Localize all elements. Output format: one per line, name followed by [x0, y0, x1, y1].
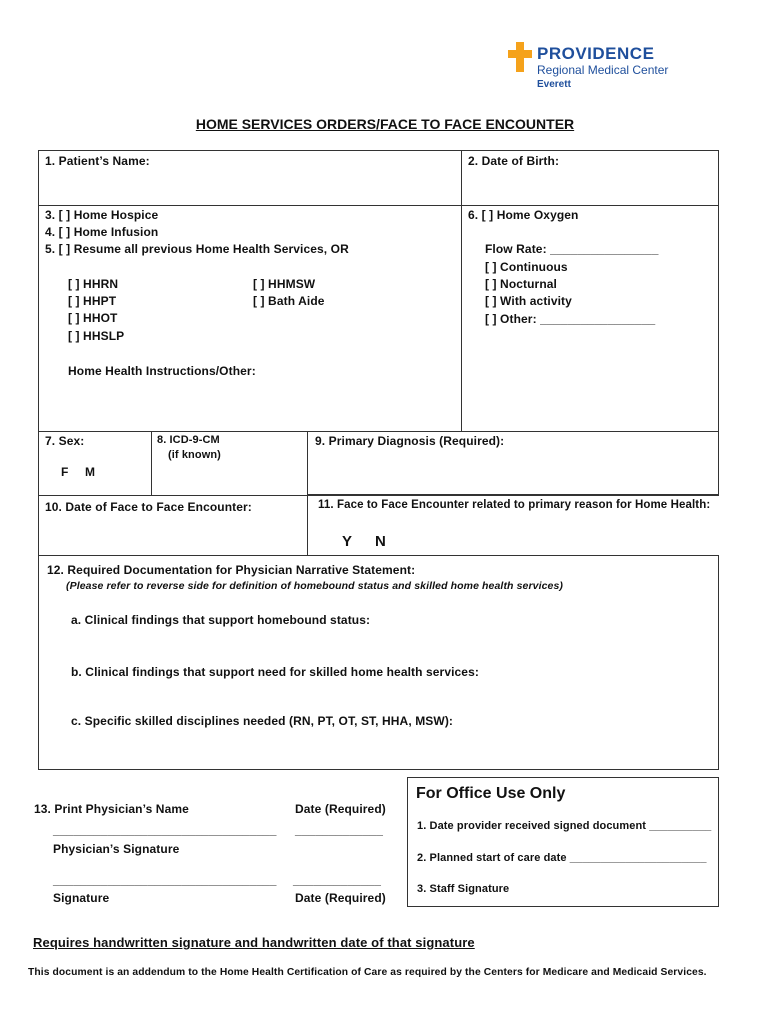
office-item-start-of-care[interactable]: 2. Planned start of care date ______________________: [417, 852, 707, 864]
divider: [38, 495, 39, 555]
signature-requirement: Requires handwritten signature and handwritten date of that signature: [33, 935, 475, 950]
office-item-staff-signature[interactable]: 3. Staff Signature: [417, 883, 510, 895]
section12-heading: 12. Required Documentation for Physician Narrative Statement:: [47, 563, 416, 577]
page-title: HOME SERVICES ORDERS/FACE TO FACE ENCOUNTER: [195, 116, 575, 132]
patient-name-field[interactable]: 1. Patient’s Name:: [45, 154, 150, 168]
logo-name: PROVIDENCE: [537, 44, 655, 63]
divider: [307, 494, 719, 495]
date-of-birth-field[interactable]: 2. Date of Birth:: [468, 154, 560, 168]
bath-aide-checkbox[interactable]: [ ] Bath Aide: [253, 294, 325, 308]
date-line[interactable]: _____________: [295, 823, 384, 837]
physician-name-line[interactable]: _________________________________: [53, 823, 277, 837]
date-required-label-2: Date (Required): [295, 891, 386, 905]
no-option[interactable]: N: [375, 533, 386, 550]
home-infusion-checkbox[interactable]: 4. [ ] Home Infusion: [45, 225, 159, 239]
hhot-checkbox[interactable]: [ ] HHOT: [68, 311, 118, 325]
divider: [307, 431, 308, 496]
signature-line[interactable]: _________________________________: [53, 873, 277, 887]
divider: [38, 205, 719, 206]
icd-note: (if known): [168, 449, 221, 461]
home-oxygen-checkbox[interactable]: 6. [ ] Home Oxygen: [468, 208, 579, 222]
office-item-date-received[interactable]: 1. Date provider received signed document __________: [417, 820, 712, 832]
primary-diagnosis-field[interactable]: 9. Primary Diagnosis (Required):: [315, 434, 505, 448]
with-activity-checkbox[interactable]: [ ] With activity: [485, 294, 572, 308]
signature-date-line[interactable]: _____________: [293, 873, 382, 887]
date-required-label: Date (Required): [295, 802, 386, 816]
hhslp-checkbox[interactable]: [ ] HHSLP: [68, 329, 125, 343]
home-hospice-checkbox[interactable]: 3. [ ] Home Hospice: [45, 208, 159, 222]
addendum-note: This document is an addendum to the Home Health Certification of Care as required by the Centers for Medicare and Medicaid Services.: [28, 967, 707, 978]
cross-icon: [508, 42, 532, 72]
flow-rate-field[interactable]: Flow Rate: ________________: [485, 242, 659, 256]
hhpt-checkbox[interactable]: [ ] HHPT: [68, 294, 117, 308]
divider: [307, 495, 308, 555]
sex-f-option[interactable]: F: [61, 465, 69, 479]
office-use-heading: For Office Use Only: [416, 785, 566, 802]
section12-note: (Please refer to reverse side for definition of homebound status and skilled home health services): [66, 580, 564, 592]
other-oxygen-field[interactable]: [ ] Other: _________________: [485, 312, 656, 326]
hhmsw-checkbox[interactable]: [ ] HHMSW: [253, 277, 316, 291]
homebound-findings-field[interactable]: a. Clinical findings that support homebound status:: [71, 613, 371, 627]
divider: [38, 431, 719, 432]
hhrn-checkbox[interactable]: [ ] HHRN: [68, 277, 119, 291]
f2f-related-label: 11. Face to Face Encounter related to primary reason for Home Health:: [318, 499, 711, 511]
logo-location: Everett: [537, 79, 571, 90]
print-name-label: 13. Print Physician’s Name: [34, 802, 189, 816]
divider: [38, 495, 308, 496]
disciplines-field[interactable]: c. Specific skilled disciplines needed (RN, PT, OT, ST, HHA, MSW):: [71, 714, 454, 728]
physician-signature-label: Physician’s Signature: [53, 842, 180, 856]
signature-label: Signature: [53, 891, 110, 905]
sex-m-option[interactable]: M: [85, 465, 96, 479]
icd-label: 8. ICD-9-CM: [157, 434, 220, 446]
logo-subtitle: Regional Medical Center: [537, 63, 669, 77]
divider: [461, 150, 462, 432]
nocturnal-checkbox[interactable]: [ ] Nocturnal: [485, 277, 557, 291]
divider: [151, 431, 152, 496]
hh-instructions-field[interactable]: Home Health Instructions/Other:: [68, 364, 256, 378]
skilled-findings-field[interactable]: b. Clinical findings that support need for skilled home health services:: [71, 665, 479, 679]
sex-label: 7. Sex:: [45, 434, 85, 448]
f2f-date-field[interactable]: 10. Date of Face to Face Encounter:: [45, 500, 252, 514]
yes-option[interactable]: Y: [342, 533, 353, 550]
resume-services-checkbox[interactable]: 5. [ ] Resume all previous Home Health Services, OR: [45, 242, 349, 256]
continuous-checkbox[interactable]: [ ] Continuous: [485, 260, 568, 274]
